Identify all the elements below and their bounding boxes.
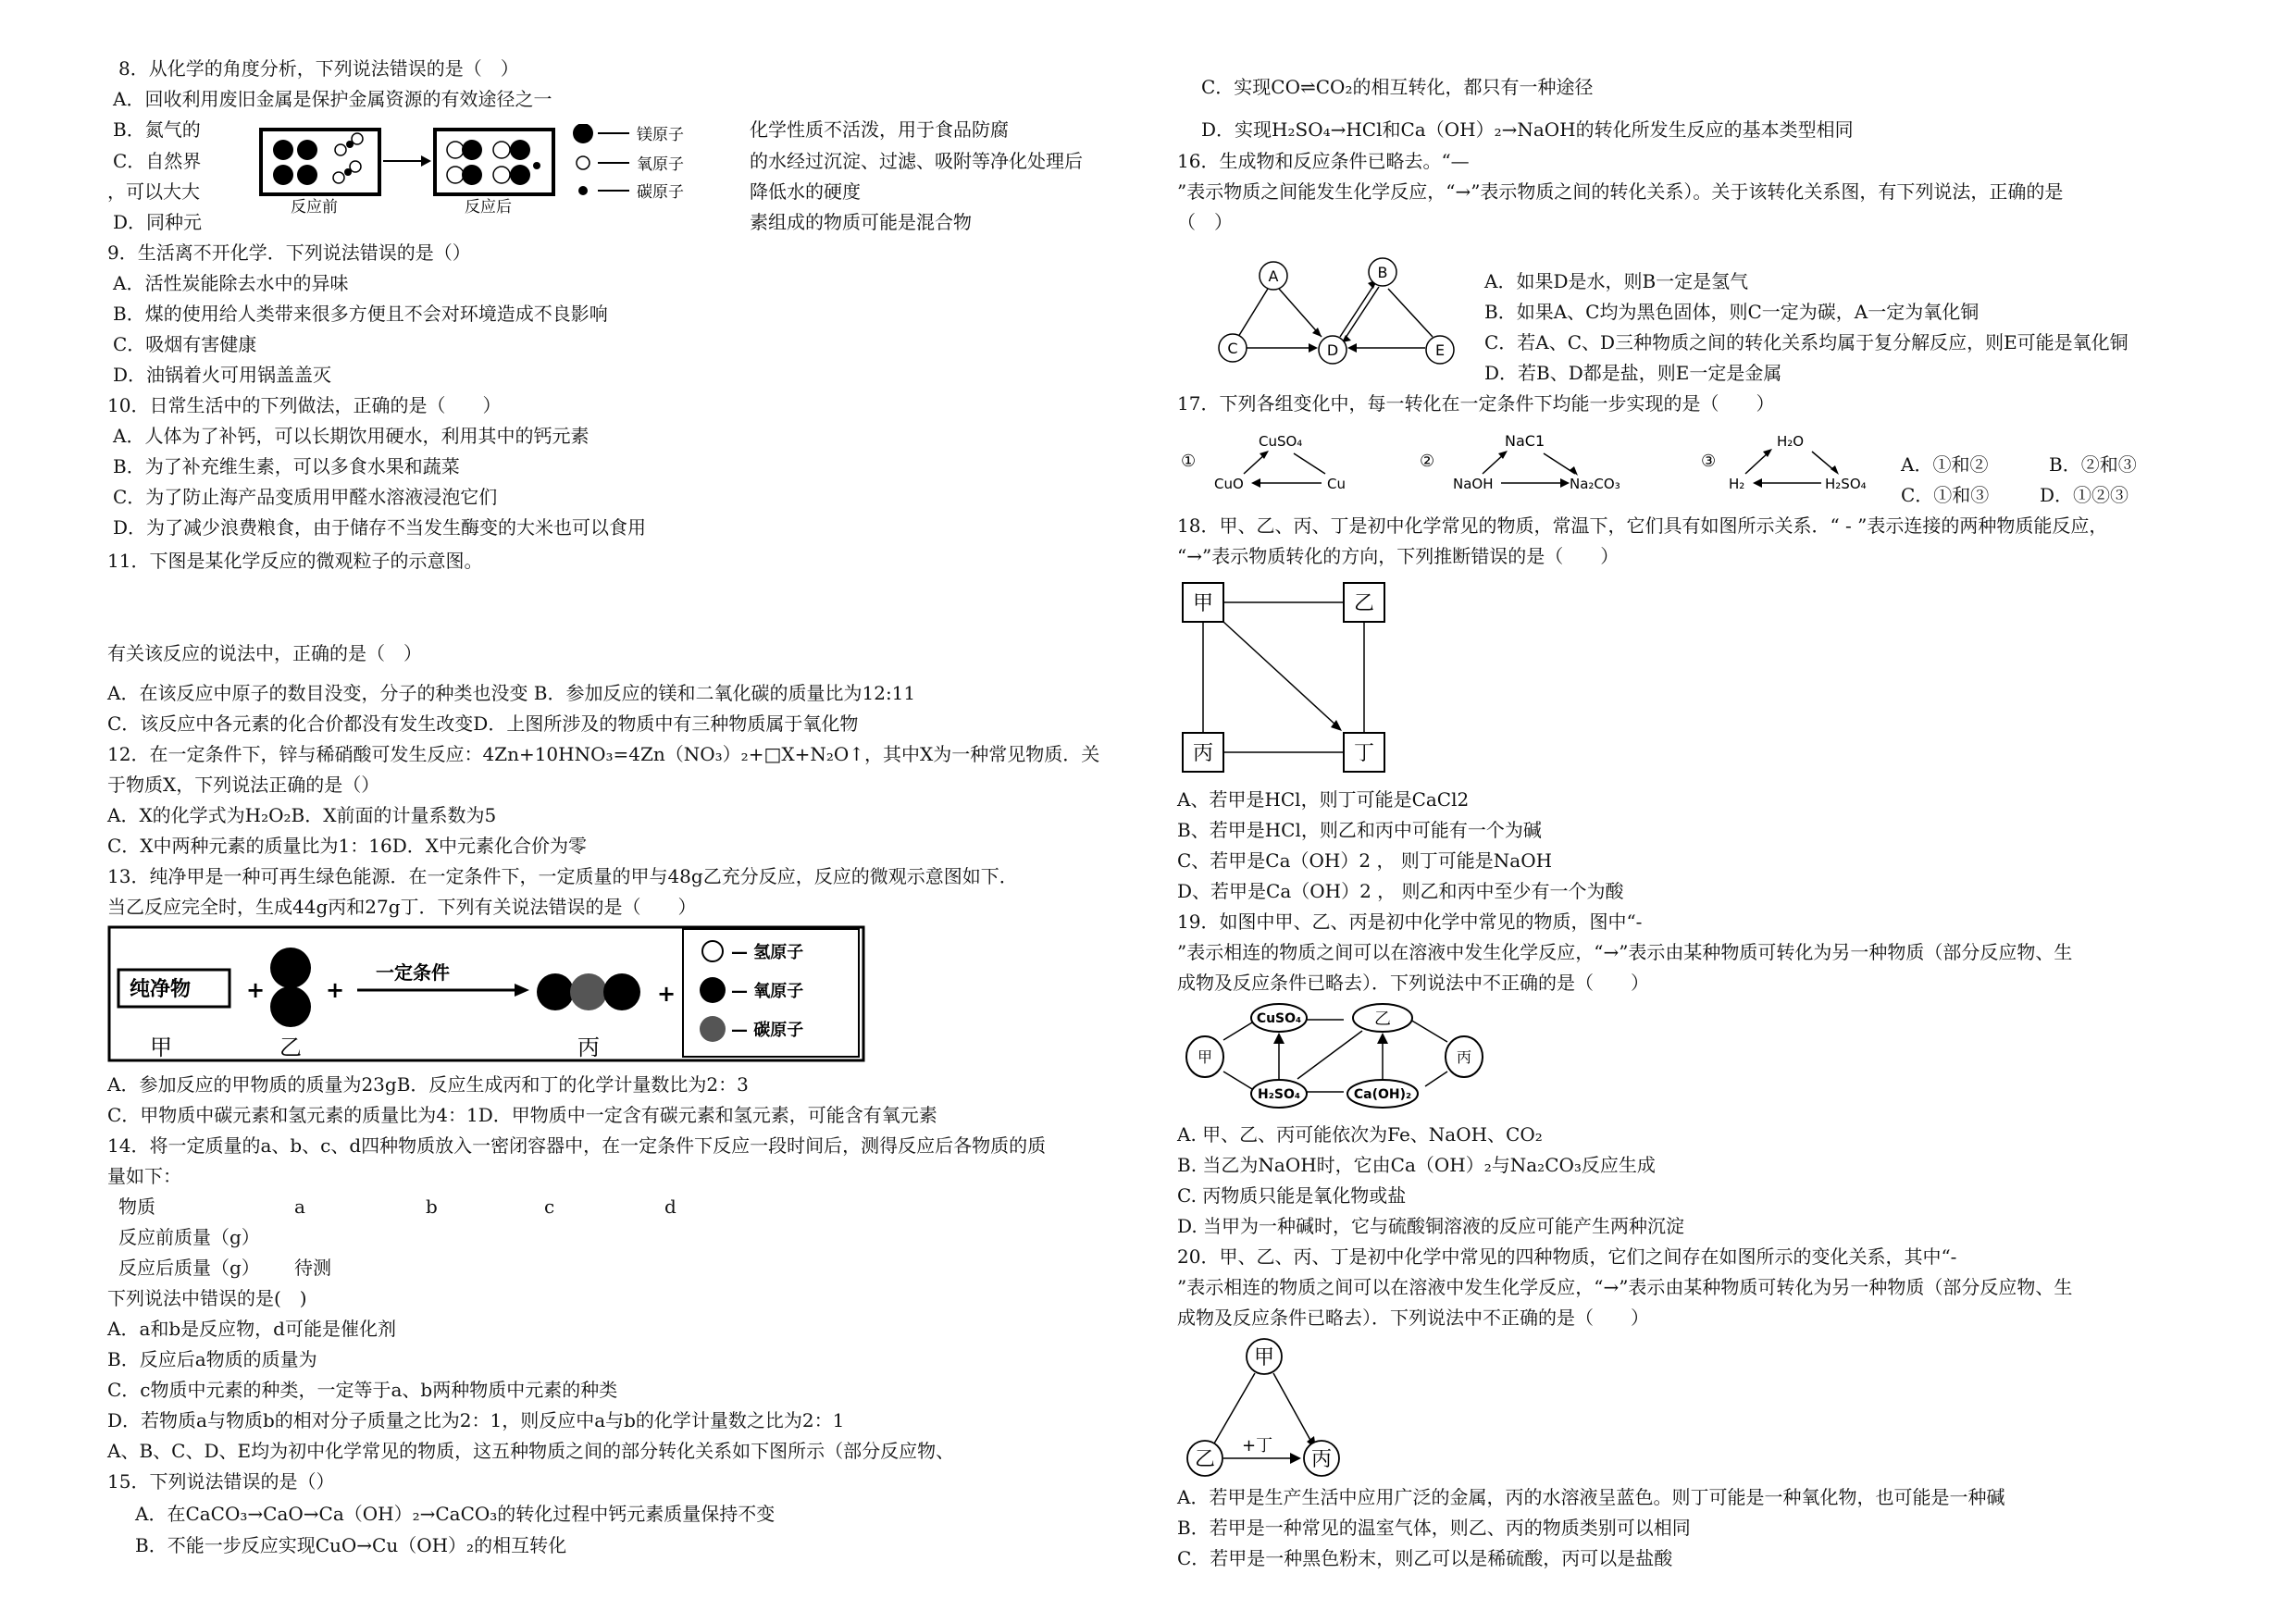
q19-option-b: B. 当乙为NaOH时，它由Ca（OH）₂与Na₂CO₃反应生成 <box>1177 1154 1656 1176</box>
q18-stem-cont: “→”表示物质转化的方向，下列推断错误的是（ ） <box>1177 545 1620 567</box>
q20-relation-figure <box>1177 1334 1362 1482</box>
node-e: E <box>1434 341 1446 359</box>
q9-option-a: A．活性炭能除去水中的异味 <box>113 272 349 294</box>
svg-text:+: + <box>246 977 266 1003</box>
q11-options-ab: A．在该反应中原子的数目没变，分子的种类也没变 B．参加反应的镁和二氧化碳的质量比为12:11 <box>107 682 916 704</box>
box-yi: 乙 <box>1353 592 1375 615</box>
legend-o2: — 氧原子 <box>731 982 804 1001</box>
pure-substance-label: 纯净物 <box>130 978 192 1001</box>
q8-option-c-mid: 的水经过沉淀、过滤、吸附等净化处理后 <box>750 150 1083 172</box>
q9-option-b: B．煤的使用给人类带来很多方便且不会对环境造成不良影响 <box>113 303 608 325</box>
q20-option-c: C．若甲是一种黑色粉末，则乙可以是稀硫酸，丙可以是盐酸 <box>1177 1547 1673 1569</box>
svg-text:+: + <box>657 981 676 1007</box>
node-b: B <box>1377 264 1388 281</box>
q14-col-b: b <box>426 1196 438 1218</box>
q11-ask: 有关该反应的说法中，正确的是（ ） <box>107 642 422 664</box>
after-label: 反应后 <box>465 198 512 217</box>
q17-option-c: C．①和③ <box>1901 484 1990 506</box>
q19-option-d: D. 当甲为一种碱时，它与硫酸铜溶液的反应可能产生两种沉淀 <box>1177 1215 1685 1237</box>
q10-option-c: C．为了防止海产品变质用甲醛水溶液浸泡它们 <box>113 486 498 508</box>
q14-row-after: 反应后质量（g） <box>118 1257 260 1279</box>
q12-stem-cont: 于物质X，下列说法正确的是（） <box>107 774 380 796</box>
q16-option-c: C．若A、C、D三种物质之间的转化关系均属于复分解反应，则E可能是氧化铜 <box>1484 331 2128 353</box>
q19-stem-end: 成物及反应条件已略去）．下列说法中不正确的是（ ） <box>1177 972 1649 994</box>
q14-row-before: 反应前质量（g） <box>118 1226 260 1248</box>
box-ding: 丁 <box>1353 742 1375 765</box>
q8-option-c-wrap: ，可以大大 <box>107 180 200 203</box>
q16-relation-figure <box>1203 252 1481 372</box>
box-jia: 甲 <box>1192 592 1214 615</box>
q14-stem: 14．将一定质量的a、b、c、d四种物质放入一密闭容器中，在一定条件下反应一段时间后，测得反应后各物质的质 <box>107 1134 1047 1157</box>
q14-col-c: c <box>544 1196 555 1218</box>
group-1-number: ① <box>1181 452 1197 471</box>
q13-stem: 13．纯净甲是一种可再生绿色能源．在一定条件下，一定质量的甲与48g乙充分反应，反应的微观示意图如下． <box>107 865 1018 887</box>
q14-col-d: d <box>664 1196 676 1218</box>
q16-stem-end: （ ） <box>1177 211 1233 233</box>
node-bing: 丙 <box>1456 1048 1472 1066</box>
node-jia: 甲 <box>1197 1048 1213 1066</box>
node-caoh2: Ca(OH)₂ <box>1353 1087 1412 1102</box>
q19-option-c: C. 丙物质只能是氧化物或盐 <box>1177 1184 1407 1207</box>
q17-transform-figure <box>1177 426 1880 500</box>
q8-option-d-end: 素组成的物质可能是混合物 <box>750 211 972 233</box>
q14-option-b: B．反应后a物质的质量为 <box>107 1348 317 1370</box>
g1-right: Cu <box>1327 476 1346 492</box>
q20-option-a: A．若甲是生产生活中应用广泛的金属，丙的水溶液呈蓝色。则丁可能是一种氧化物，也可能是一种碱 <box>1177 1486 2005 1508</box>
q13-stem-cont: 当乙反应完全时，生成44g丙和27g丁．下列有关说法错误的是（ ） <box>107 896 697 918</box>
g2-right: Na₂CO₃ <box>1570 476 1620 492</box>
q10-option-b: B．为了补充维生素，可以多食水果和蔬菜 <box>113 455 460 477</box>
g2-top: NaC1 <box>1505 432 1545 450</box>
plus-ding-label: +丁 <box>1242 1436 1273 1456</box>
g1-top: CuSO₄ <box>1259 433 1303 450</box>
q18-option-a: A、若甲是HCl，则丁可能是CaCl2 <box>1177 788 1470 811</box>
q8-stem: 8．从化学的角度分析，下列说法错误的是（ ） <box>118 57 519 80</box>
node-bing: 丙 <box>1310 1448 1333 1471</box>
condition-label: 一定条件 <box>376 961 450 984</box>
q15-option-c: C．实现CO⇌CO₂的相互转化，都只有一种途径 <box>1201 76 1594 98</box>
node-yi: 乙 <box>1374 1010 1391 1029</box>
q9-option-c: C．吸烟有害健康 <box>113 333 257 355</box>
legend-c2: — 碳原子 <box>731 1021 804 1040</box>
q20-stem-end: 成物及反应条件已略去）．下列说法中不正确的是（ ） <box>1177 1307 1649 1329</box>
q16-stem: 16．生成物和反应条件已略去。“— <box>1177 150 1470 172</box>
q10-stem: 10．日常生活中的下列做法，正确的是（ ） <box>107 394 502 416</box>
q17-stem: 17．下列各组变化中，每一转化在一定条件下均能一步实现的是（ ） <box>1177 392 1775 415</box>
q20-stem: 20．甲、乙、丙、丁是初中化学中常见的四种物质，它们之间存在如图所示的变化关系，其中“- <box>1177 1245 1957 1268</box>
q8-option-b-start: B．氮气的 <box>113 118 201 141</box>
node-d: D <box>1326 341 1339 359</box>
legend-h: — 氢原子 <box>731 943 804 962</box>
q11-options-cd: C．该反应中各元素的化合价都没有发生改变D．上图所涉及的物质中有三种物质属于氧化物 <box>107 712 859 735</box>
q20-stem-cont: ”表示相连的物质之间可以在溶液中发生化学反应，“→”表示由某种物质可转化为另一种物质（部分反应物、生 <box>1177 1276 2073 1298</box>
q13-options-cd: C．甲物质中碳元素和氢元素的质量比为4：1D．甲物质中一定含有碳元素和氢元素，可能含有氧元素 <box>107 1104 937 1126</box>
q14-stem-cont: 量如下： <box>107 1165 181 1187</box>
q18-option-d: D、若甲是Ca（OH）2 ， 则乙和丙中至少有一个为酸 <box>1177 880 1624 902</box>
reaction-micro-figure <box>259 124 722 217</box>
q14-option-d: D．若物质a与物质b的相对分子质量之比为2：1，则反应中a与b的化学计量数之比为2：1 <box>107 1409 845 1431</box>
q14-table-head: 物质 <box>118 1196 155 1218</box>
q16-stem-cont: ”表示物质之间能发生化学反应，“→”表示物质之间的转化关系）。关于该转化关系图，有下列说法，正确的是 <box>1177 180 2064 203</box>
g3-top: H₂O <box>1777 433 1805 450</box>
q14-pending: 待测 <box>294 1257 331 1279</box>
legend-mg: 镁原子 <box>637 126 684 144</box>
q13-options-ab: A．参加反应的甲物质的质量为23gB．反应生成丙和丁的化学计量数比为2：3 <box>107 1073 749 1096</box>
q15-option-d: D．实现H₂SO₄→HCl和Ca（OH）₂→NaOH的转化所发生反应的基本类型相同 <box>1201 118 1854 141</box>
node-yi: 乙 <box>1194 1448 1216 1471</box>
q8-option-a: A．回收利用废旧金属是保护金属资源的有效途径之一 <box>113 88 552 110</box>
q19-stem: 19．如图中甲、乙、丙是初中化学中常见的物质，图中“- <box>1177 911 1643 933</box>
node-cuso4: CuSO₄ <box>1256 1011 1302 1026</box>
q12-options-cd: C．X中两种元素的质量比为1：16D．X中元素化合价为零 <box>107 835 587 857</box>
q14-option-a: A．a和b是反应物，d可能是催化剂 <box>107 1318 396 1340</box>
node-a: A <box>1268 267 1279 285</box>
q16-option-a: A．如果D是水，则B一定是氢气 <box>1484 270 1749 292</box>
q8-option-d-start: D．同种元 <box>113 211 203 233</box>
q18-option-b: B、若甲是HCl，则乙和丙中可能有一个为碱 <box>1177 819 1542 841</box>
q15-preface: A、B、C、D、E均为初中化学常见的物质，这五种物质之间的部分转化关系如下图所示（部分反应物、 <box>107 1440 955 1462</box>
group-2-number: ② <box>1420 452 1435 471</box>
q10-option-a: A．人体为了补钙，可以长期饮用硬水，利用其中的钙元素 <box>113 425 590 447</box>
g3-left: H₂ <box>1729 476 1745 492</box>
q16-option-b: B．如果A、C均为黑色固体，则C一定为碳，A一定为氧化铜 <box>1484 301 1980 323</box>
q8-option-c-end: 降低水的硬度 <box>750 180 861 203</box>
q13-reaction-figure <box>107 925 866 1064</box>
q17-option-a: A．①和② <box>1901 453 1989 476</box>
q17-option-b: B．②和③ <box>2049 453 2137 476</box>
q12-options-ab: A．X的化学式为H₂O₂B．X前面的计量系数为5 <box>107 804 497 826</box>
label-jia: 甲 <box>150 1035 172 1060</box>
node-jia: 甲 <box>1253 1346 1275 1369</box>
q19-relation-figure <box>1177 1001 1492 1112</box>
q11-stem: 11．下图是某化学反应的微观粒子的示意图。 <box>107 550 483 572</box>
label-bing: 丙 <box>577 1035 600 1060</box>
g2-left: NaOH <box>1453 476 1494 492</box>
q15-option-a: A．在CaCO₃→CaO→Ca（OH）₂→CaCO₃的转化过程中钙元素质量保持不变 <box>135 1503 776 1525</box>
q14-col-a: a <box>294 1196 305 1218</box>
q16-option-d: D．若B、D都是盐，则E一定是金属 <box>1484 362 1782 384</box>
q15-stem: 15．下列说法错误的是（） <box>107 1470 335 1493</box>
q18-option-c: C、若甲是Ca（OH）2 ， 则丁可能是NaOH <box>1177 849 1553 872</box>
box-bing: 丙 <box>1192 742 1214 765</box>
q18-stem: 18．甲、乙、丙、丁是初中化学常见的物质，常温下，它们具有如图所示关系．“ - ”表示连接的两种物质能反应， <box>1177 514 2108 537</box>
g1-left: CuO <box>1214 476 1244 492</box>
svg-text:+: + <box>326 977 345 1003</box>
q10-option-d: D．为了减少浪费粮食，由于储存不当发生酶变的大米也可以食用 <box>113 516 647 539</box>
q8-option-b-end: 化学性质不活泼，用于食品防腐 <box>750 118 1009 141</box>
node-h2so4: H₂SO₄ <box>1258 1087 1300 1102</box>
q17-option-d: D．①②③ <box>2040 484 2129 506</box>
g3-right: H₂SO₄ <box>1825 476 1867 492</box>
q19-stem-cont: ”表示相连的物质之间可以在溶液中发生化学反应，“→”表示由某种物质可转化为另一种物质（部分反应物、生 <box>1177 941 2073 963</box>
legend-c: 碳原子 <box>637 183 684 202</box>
q18-relation-figure <box>1177 577 1399 781</box>
q9-stem: 9．生活离不开化学．下列说法错误的是（） <box>107 242 471 264</box>
q8-option-c-start: C．自然界 <box>113 150 202 172</box>
q9-option-d: D．油锅着火可用锅盖盖灭 <box>113 364 332 386</box>
before-label: 反应前 <box>291 198 338 217</box>
legend-o: 氧原子 <box>637 155 684 174</box>
q19-option-a: A. 甲、乙、丙可能依次为Fe、NaOH、CO₂ <box>1177 1123 1543 1146</box>
q15-option-b: B．不能一步反应实现CuO→Cu（OH）₂的相互转化 <box>135 1534 567 1556</box>
q14-ask: 下列说法中错误的是( ) <box>107 1287 307 1309</box>
q14-option-c: C．c物质中元素的种类，一定等于a、b两种物质中元素的种类 <box>107 1379 618 1401</box>
label-yi: 乙 <box>279 1035 302 1060</box>
q12-stem: 12．在一定条件下，锌与稀硝酸可发生反应：4Zn+10HNO₃=4Zn（NO₃）₂+□X+N₂O↑，其中X为一种常见物质．关 <box>107 743 1100 765</box>
node-c: C <box>1227 340 1238 357</box>
group-3-number: ③ <box>1701 452 1717 471</box>
q20-option-b: B．若甲是一种常见的温室气体，则乙、丙的物质类别可以相同 <box>1177 1517 1691 1539</box>
